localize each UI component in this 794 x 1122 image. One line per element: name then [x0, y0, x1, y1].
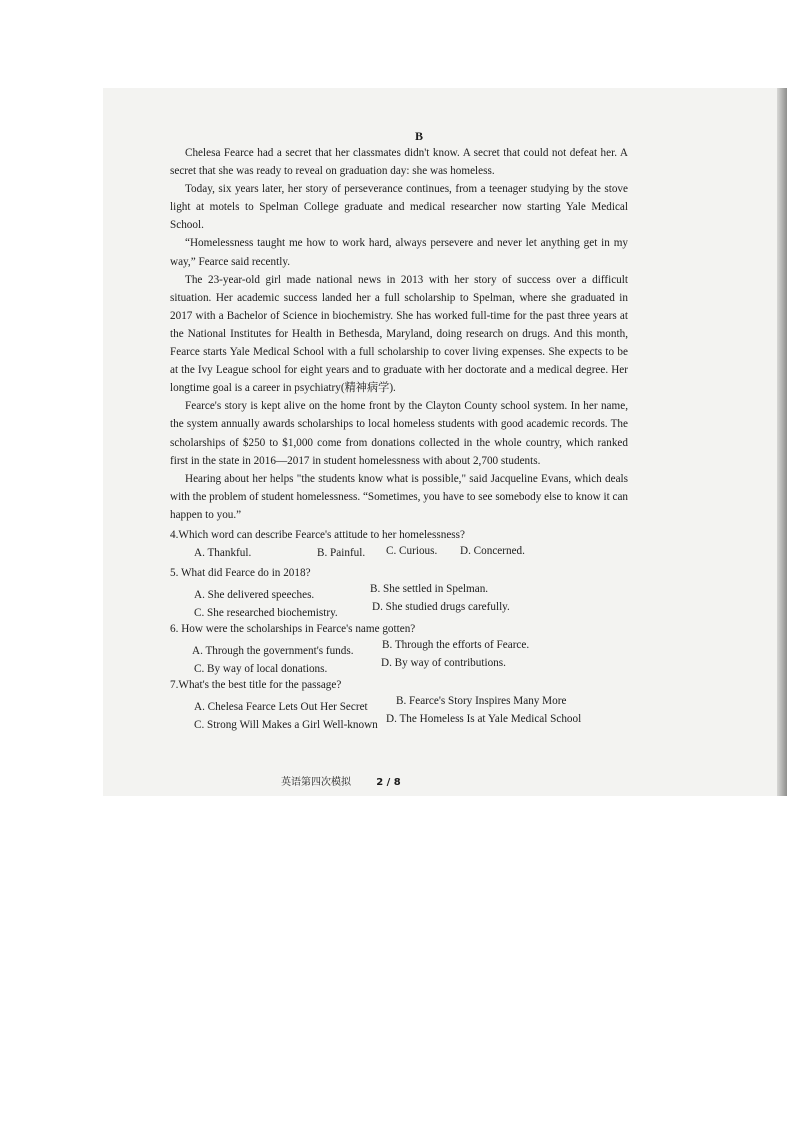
reading-passage-b	[170, 128, 628, 730]
question-4-option-b: B. Painful.	[317, 547, 366, 560]
passage-paragraph-5: Fearce's story is kept alive on the home front by the Clayton County school system. In her name, the system annually awards scholarships to local homeless students with good academic records. The scholarships of $250 to $1,000 come from donations collected in the whole country, which ranked first in the state in 2016—2017 in student homelessness with about 2,700 students.	[170, 400, 628, 467]
page-footer	[281, 776, 401, 790]
question-6-option-b: B. Through the efforts of Fearce.	[382, 639, 530, 652]
question-6-options	[194, 638, 628, 674]
question-6-option-a: A. Through the government's funds.	[192, 645, 354, 658]
passage-paragraph-1: Chelesa Fearce had a secret that her classmates didn't know. A secret that could not defeat her. A secret that she was ready to reveal on graduation day: she was homeless.	[170, 147, 628, 178]
page-shadow-edge	[777, 88, 787, 796]
scanned-exam-page	[103, 88, 787, 796]
question-7-option-d: D. The Homeless Is at Yale Medical School	[386, 713, 582, 726]
question-5-option-c: C. She researched biochemistry.	[194, 607, 338, 620]
question-4-option-d: D. Concerned.	[460, 545, 525, 558]
question-7-option-c: C. Strong Will Makes a Girl Well-known	[194, 719, 378, 732]
question-5-option-d: D. She studied drugs carefully.	[372, 601, 510, 614]
question-5-option-a: A. She delivered speeches.	[194, 589, 315, 602]
section-letter: B	[414, 129, 423, 143]
question-4-option-c: C. Curious.	[386, 545, 438, 558]
question-6-option-d: D. By way of contributions.	[381, 657, 506, 670]
passage-paragraph-2: Today, six years later, her story of perseverance continues, from a teenager studying by the stove light at motels to Spelman College graduate and medical researcher now starting Yale Medical School.	[170, 183, 628, 232]
question-6-stem: 6. How were the scholarships in Fearce's name gotten?	[170, 623, 416, 636]
passage-paragraph-6: Hearing about her helps "the students know what is possible," said Jacqueline Evans, which deals with the problem of student homelessness. “Sometimes, you have to see somebody else to know it can happen to you.”	[170, 472, 628, 521]
question-6-option-c: C. By way of local donations.	[194, 663, 328, 676]
question-7-option-a: A. Chelesa Fearce Lets Out Her Secret	[194, 701, 368, 714]
question-4-option-a: A. Thankful.	[194, 547, 252, 560]
question-5-options	[194, 582, 628, 618]
question-5-option-b: B. She settled in Spelman.	[370, 583, 489, 596]
question-7-options	[194, 694, 628, 730]
page-number: 2 / 8	[376, 777, 401, 788]
question-7-option-b: B. Fearce's Story Inspires Many More	[396, 695, 567, 708]
question-5-stem: 5. What did Fearce do in 2018?	[170, 567, 311, 580]
exam-name: 英语第四次模拟	[281, 777, 351, 788]
question-4-stem: 4.Which word can describe Fearce's attitude to her homelessness?	[170, 528, 465, 541]
question-4-options	[194, 544, 628, 562]
passage-paragraph-3: “Homelessness taught me how to work hard, always persevere and never let anything get in my way,” Fearce said recently.	[170, 237, 628, 268]
question-7-stem: 7.What's the best title for the passage?	[170, 679, 342, 692]
passage-paragraph-4: The 23-year-old girl made national news in 2013 with her story of success over a difficult situation. Her academic success landed her a full scholarship to Spelman, where she graduated in 2017 with a Bachelor of Science in biochemistry. She has worked full-time for the past three years at the National Institutes for Health in Bethesda, Maryland, doing research on drugs. And this month, Fearce starts Yale Medical School with a full scholarship to cover living expenses. She expects to be at the Ivy League school for eight years and to graduate with her doctorate and a medical degree. Her longtime goal is a career in psychiatry(精神病学).	[170, 273, 628, 395]
